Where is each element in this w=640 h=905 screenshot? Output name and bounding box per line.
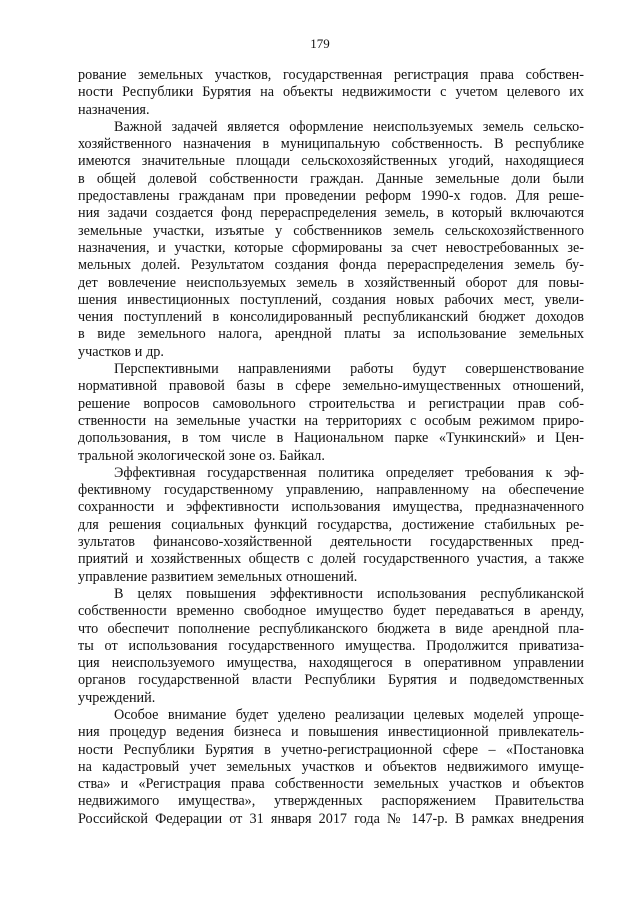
text-line: чения поступлений в консолидированный республиканский бюджет доходов: [78, 309, 584, 326]
text-line: мельных долей. Результатом создания фонда перераспределения земель бу-: [78, 257, 584, 274]
text-line: решение вопросов самовольного строительства и регистрации прав соб-: [78, 395, 584, 412]
text-line: ния процедур ведения бизнеса и повышения инвестиционной привлекатель-: [78, 724, 584, 741]
text-line: приятий и хозяйственных обществ с долей государственного участия, а также: [78, 551, 584, 568]
text-line: собственности временно свободное имущество будет передаваться в аренду,: [78, 603, 584, 620]
text-line: сохранности и эффективности использования имущества, предназначенного: [78, 499, 584, 516]
text-line: ственности на земельные участки на территориях с особым режимом приро-: [78, 412, 584, 429]
text-line: шения инвестиционных поступлений, создания новых рабочих мест, увели-: [78, 291, 584, 308]
text-line: органов государственной власти Республики Бурятия и подведомственных: [78, 672, 584, 689]
paragraph: [78, 586, 584, 707]
text-line: хозяйственного назначения в муниципальную собственность. В республике: [78, 136, 584, 153]
text-line: назначения, и участки, которые сформированы за счет невостребованных зе-: [78, 239, 584, 256]
text-line: участков и др.: [78, 343, 164, 360]
paragraph: [78, 707, 584, 828]
text-line: учреждений.: [78, 689, 156, 706]
text-line: дет вовлечение неиспользуемых земель в хозяйственный оборот для повы-: [78, 274, 584, 291]
text-line: ности Республики Бурятия на объекты недвижимости с учетом целевого их: [78, 84, 584, 101]
text-line: управление развитием земельных отношений.: [78, 568, 358, 585]
page-number: 179: [310, 36, 330, 51]
text-line: в общей долевой собственности граждан. Данные земельные доли были: [78, 170, 584, 187]
text-line: В целях повышения эффективности использования республиканской: [114, 585, 584, 602]
text-line: рование земельных участков, государственная регистрация права собствен-: [78, 67, 584, 83]
text-line: земельные участки, изъятые у собственников земель сельскохозяйственного: [78, 222, 584, 239]
text-line: ты от использования государственного имущества. Продолжится приватиза-: [78, 637, 584, 654]
text-line: для решения социальных функций государства, достижение стабильных ре-: [78, 516, 584, 533]
text-line: ния задачи создается фонд перераспределения земель, в который включаются: [78, 205, 584, 222]
text-line: тральной экологической зоне оз. Байкал.: [78, 447, 325, 464]
text-line: недвижимого имущества», утвержденных распоряжением Правительства: [78, 793, 584, 810]
text-line: ности Республики Бурятия в учетно-регистрационной сфере – «Постановка: [78, 741, 584, 758]
text-line: Перспективными направлениями работы будут совершенствование: [114, 361, 584, 378]
text-line: предоставлены гражданам при проведении реформ 1990-х годов. Для реше-: [78, 188, 584, 205]
text-line: нормативной правовой базы в сфере земельно-имущественных отношений,: [78, 378, 584, 395]
paragraph: [78, 119, 584, 361]
text-line: Эффективная государственная политика определяет требования к эф-: [114, 464, 584, 481]
text-line: Российской Федерации от 31 января 2017 года № 147-р. В рамках внедрения: [78, 810, 584, 827]
paragraph: [78, 465, 584, 586]
text-line: на кадастровый учет земельных участков и объектов недвижимого имуще-: [78, 758, 584, 775]
text-line: в виде земельного налога, арендной платы за использование земельных: [78, 326, 584, 343]
text-line: зультатов финансово-хозяйственной деятельности государственных пред-: [78, 534, 584, 551]
text-line: ства» и «Регистрация права собственности земельных участков и объектов: [78, 776, 584, 793]
text-line: Важной задачей является оформление неиспользуемых земель сельско-: [114, 118, 584, 135]
body-text: [78, 67, 584, 828]
text-line: Особое внимание будет уделено реализации целевых моделей упроще-: [114, 706, 584, 723]
text-line: имеются значительные площади сельскохозяйственных угодий, находящиеся: [78, 153, 584, 170]
paragraph: [78, 361, 584, 465]
text-line: что обеспечит пополнение республиканского бюджета в виде арендной пла-: [78, 620, 584, 637]
text-line: фективному государственному управлению, направленному на обеспечение: [78, 482, 584, 499]
text-line: назначения.: [78, 101, 150, 118]
text-line: допользования, в том числе в Национальном парке «Тункинский» и Цен-: [78, 430, 584, 447]
text-line: ция неиспользуемого имущества, находящегося в оперативном управлении: [78, 655, 584, 672]
paragraph: [78, 67, 584, 119]
